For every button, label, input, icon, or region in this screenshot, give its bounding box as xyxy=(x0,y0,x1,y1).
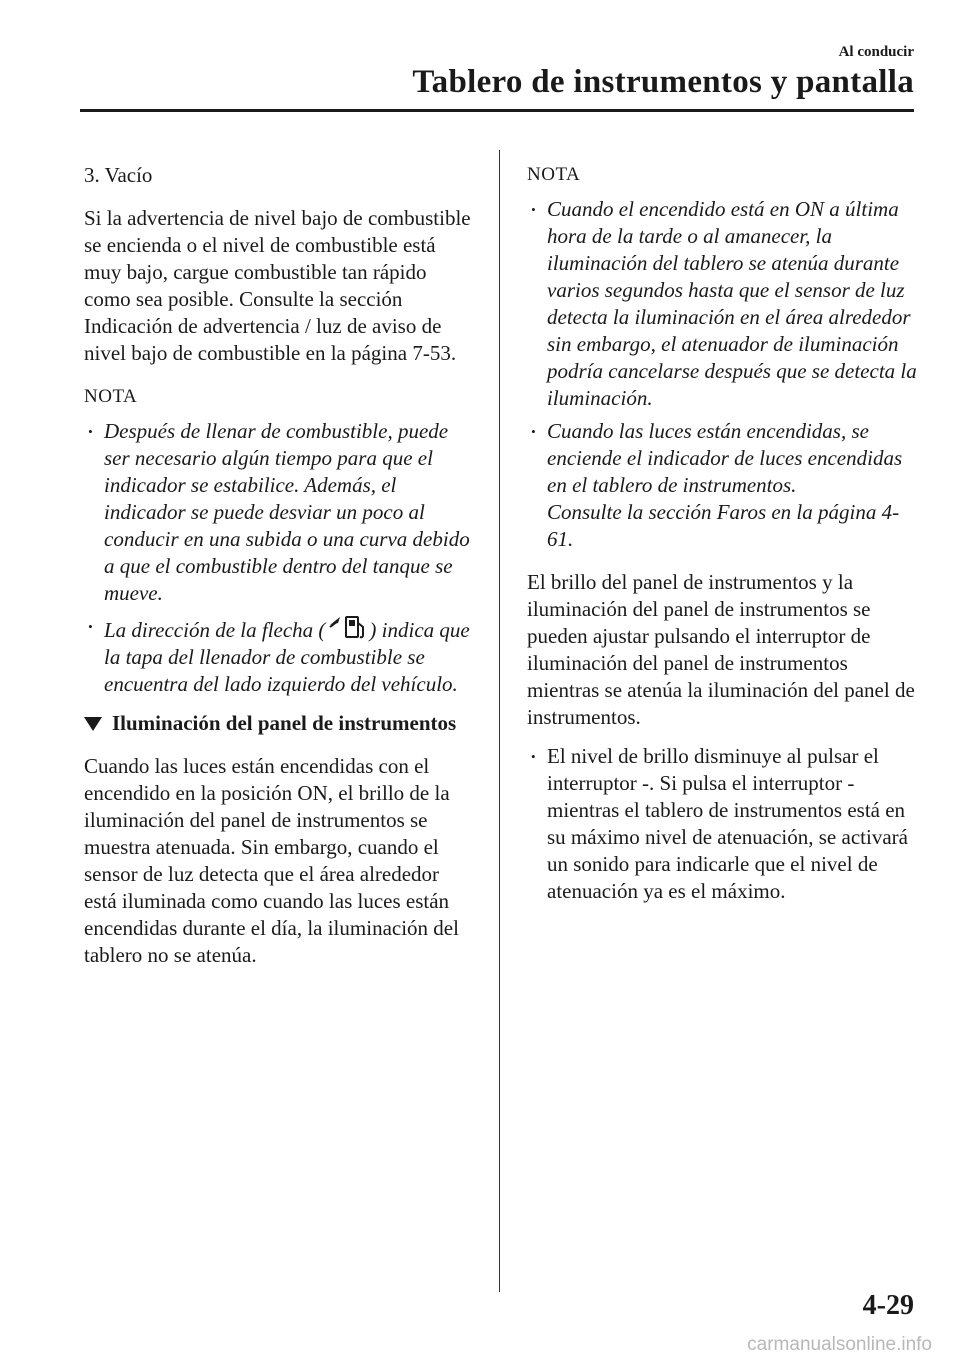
nota-label: NOTA xyxy=(84,386,138,407)
fuel-door-arrow-icon xyxy=(326,613,368,641)
nota-label: NOTA xyxy=(527,164,581,185)
nota-list xyxy=(84,418,476,698)
watermark: carmanualsonline.info xyxy=(747,1334,932,1355)
nota-item-text: La dirección de la flecha ( xyxy=(104,618,326,642)
nota-item-reference: Consulte la sección Faros en la página 4-61. xyxy=(547,500,900,551)
illumination-paragraph: Cuando las luces están encendidas con el encendido en la posición ON, el brillo de la iluminación del panel de instrumentos se muestra atenuada. Sin embargo, cuando el sensor de luz detecta que el área alrededor está iluminada como cuando las luces están encendidas durante el día, la iluminación del tablero no se atenúa. xyxy=(84,754,459,967)
nota-item: • Cuando el encendido está en ON a última hora de la tarde o al amanecer, la iluminación del tablero se atenúa durante varios segundos hasta que el sensor de luz detecta la iluminación en el área alrededor sin embargo, el atenuador de iluminación podría cancelarse después que se detecta la iluminación. xyxy=(527,196,919,412)
fuel-warning-paragraph: Si la advertencia de nivel bajo de combustible se encienda o el nivel de combustible está muy bajo, cargue combustible tan rápido como sea posible. Consulte la sección Indicación de advertencia / luz de aviso de nivel bajo de combustible en la página 7-53. xyxy=(84,206,471,365)
nota-item-text: ) indica que la tapa del llenador de combustible se encuentra del lado izquierdo del vehículo. xyxy=(104,618,470,696)
header-section: Al conducir xyxy=(838,44,914,60)
right-column xyxy=(527,158,919,911)
nota-list xyxy=(527,196,919,553)
nota-item: • Después de llenar de combustible, puede ser necesario algún tiempo para que el indicador se estabilice. Además, el indicador se puede desviar un poco al conducir en una subida o una curva debido a que el combustible dentro del tanque se mueve. xyxy=(84,418,476,607)
brightness-paragraph: El brillo del panel de instrumentos y la iluminación del panel de instrumentos se pueden ajustar pulsando el interruptor de iluminación del panel de instrumentos mientras se atenúa la iluminación del panel de instrumentos. xyxy=(527,570,915,729)
header-rule xyxy=(80,109,914,112)
list-item: • El nivel de brillo disminuye al pulsar el interruptor -. Si pulsa el interruptor - mientras el tablero de instrumentos está en su máximo nivel de atenuación, se activará un sonido para indicarle que el nivel de atenuación ya es el máximo. xyxy=(527,743,919,905)
nota-item xyxy=(84,613,476,698)
column-divider xyxy=(499,150,500,1292)
nota-item-text: Cuando las luces están encendidas, se enciende el indicador de luces encendidas en el tablero de instrumentos. xyxy=(547,419,903,497)
left-column xyxy=(84,158,476,969)
triangle-marker-icon xyxy=(84,717,102,731)
subheading-text: Iluminación del panel de instrumentos xyxy=(112,711,457,735)
subheading xyxy=(84,710,476,737)
bullet-list xyxy=(527,743,919,905)
nota-item xyxy=(527,418,919,553)
page-number: 4-29 xyxy=(862,1290,914,1321)
page-title: Tablero de instrumentos y pantalla xyxy=(412,64,914,100)
step-text: 3. Vacío xyxy=(84,163,153,187)
